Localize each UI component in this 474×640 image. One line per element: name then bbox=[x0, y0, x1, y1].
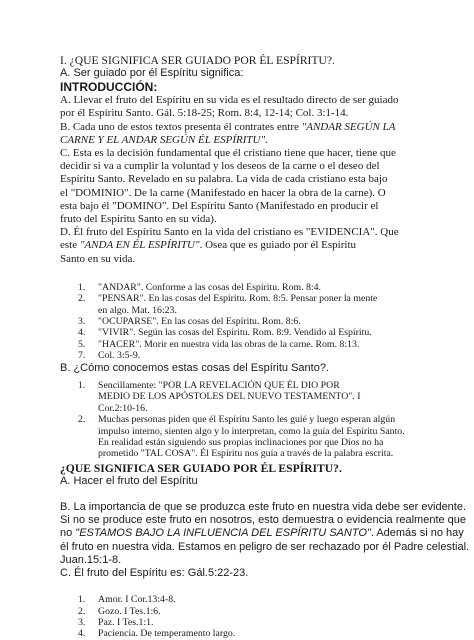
list-item: 1. Sencillamente: "POR LA REVELACIÓN QUE ÉL DIO POR MEDIO DE LOS APÓSTOLES DEL NUEVO TESTAMENTO". I Cor.2:10-16. bbox=[78, 379, 361, 414]
section-title-2: ¿QUE SIGNIFICA SER GUIADO POR ÉL ESPÍRITU?. bbox=[60, 461, 342, 475]
para-b2-pre: no bbox=[60, 527, 76, 540]
intro-heading: INTRODUCCIÓN: bbox=[60, 80, 158, 95]
para-b2-line-4: él fruto en nuestra vida. Estamos en peligro de ser rechazado por él Padre celestial. bbox=[60, 540, 470, 553]
list-item: 4. "VIVIR". Según las cosas del Espíritu. Rom. 8:9. Vendido al Espíritu. bbox=[78, 327, 372, 339]
para-c-line-2: decidir si va a cumplir la voluntad y los deseos de la carne o el deseo del bbox=[60, 160, 380, 173]
list-fruit bbox=[78, 594, 428, 640]
list-item: 2. Muchas personas piden que él Espíritu Santo les guié y luego esperan algún impulso interno, sienten algo y lo interpretan, como la guía del Espíritu Santo. En realidad están siguiendo sus propias inclinaciones por que Dios no ha prometido "TAL COSA". Él Espíritu nos guía a través de la palabra escrita. bbox=[78, 414, 405, 460]
para-a-line-2: por él Espíritu Santo. Gál. 5:18-25; Rom. 8:4, 12-14; Col. 3:1-14. bbox=[60, 107, 349, 120]
question-b: B. ¿Cómo conocemos estas cosas del Espíritu Santo?. bbox=[60, 361, 330, 374]
para-d-line-3: Santo en su vida. bbox=[60, 252, 136, 265]
para-b2-line-3 bbox=[60, 527, 464, 540]
para-b-text: B. Cada uno de estos textos presenta él contrates entre bbox=[60, 120, 302, 133]
para-c-line-5: esta bajo él "DOMINO". Del Espíritu Santo (Manifestado en producir el bbox=[60, 199, 379, 212]
para-b2-post: . Además si no hay bbox=[370, 527, 464, 540]
list-item: 7. Col. 3:5-9. bbox=[78, 350, 141, 362]
subheading-a: A. Ser guiado por él Espíritu significa: bbox=[60, 67, 244, 79]
para-b-end: . bbox=[265, 133, 268, 146]
list-item: 2. Gozo. I Tes.1:6. bbox=[78, 605, 161, 617]
para-c-line-1: C. Esta es la decisión fundamental que él cristiano tiene que hacer, tiene que bbox=[60, 147, 396, 160]
para-b2-line-1: B. La importancia de que se produzca este fruto en nuestra vida debe ser evidente. bbox=[60, 500, 467, 513]
list-item: 3. "OCUPARSE". En las cosas del Espíritu. Rom. 8:6. bbox=[78, 316, 301, 328]
para-d-line-2 bbox=[60, 239, 428, 252]
document-page bbox=[60, 54, 470, 640]
list-item: 3. Paz. I Tes.1:1. bbox=[78, 616, 154, 628]
para-b-line-1 bbox=[60, 121, 428, 134]
para-c-line-6: fruto del Espíritu Santo en su vida). bbox=[60, 213, 217, 226]
para-b-line-2 bbox=[60, 134, 428, 147]
section-title-1: I. ¿QUE SIGNIFICA SER GUIADO POR ÉL ESPÍRITU?. bbox=[60, 54, 335, 67]
para-d-emphasis: "ANDA EN ÉL ESPÍRITU" bbox=[79, 239, 200, 252]
para-d-line-1: D. Él fruto del Espíritu Santo en la vida del cristiano es "EVIDENCIA". Que bbox=[60, 226, 399, 239]
para-a-line-1: A. Llevar el fruto del Espíritu en su vida es el resultado directo de ser guiado bbox=[60, 94, 399, 107]
para-b2-line-2: Si no se produce este fruto en nosotros, esto demuestra o evidencia realmente que bbox=[60, 514, 467, 527]
list-item: 1. "ANDAR". Conforme a las cosas del Espíritu. Rom. 8:4. bbox=[78, 281, 321, 293]
list-item: 1. Amor. I Cor.13:4-8. bbox=[78, 594, 176, 606]
list-item: 5. "HACER". Morir en nuestra vida las obras de la carne. Rom. 8:13. bbox=[78, 338, 360, 350]
subheading-a2: A. Hacer el fruto del Espíritu bbox=[60, 474, 198, 487]
list-revelation bbox=[78, 380, 428, 460]
para-d-post: . Osea que es guiado por él Espíritu bbox=[199, 239, 357, 252]
para-d-pre: este bbox=[60, 239, 80, 252]
para-b2-emphasis: "ESTAMOS BAJO LA INFLUENCIA DEL ESPÍRITU SANTO" bbox=[75, 527, 371, 540]
list-item: 2. "PENSAR". En las cosas del Espíritu. Rom. 8:5. Pensar poner la mente en algo. Mat. 16:23. bbox=[78, 293, 378, 316]
para-b2-line-5: Juan.15:1-8. bbox=[60, 553, 122, 566]
para-c2: C. Él fruto del Espíritu es: Gál.5:22-23. bbox=[60, 566, 249, 579]
list-item: 4. Paciencia. De temperamento largo. bbox=[78, 628, 236, 640]
para-b-emphasis-1: "ANDAR SEGÚN LA bbox=[301, 120, 396, 133]
list-evidence bbox=[78, 282, 428, 362]
para-b-emphasis-2: CARNE Y EL ANDAR SEGÚN ÉL ESPÍRITU" bbox=[60, 133, 266, 146]
para-c-line-3: Espíritu Santo. Revelado en su palabra. La vida de cada cristiano esta bajo bbox=[60, 173, 388, 186]
para-c-line-4: el "DOMINIO". De la carne (Manifestado en hacer la obra de la carne). O bbox=[60, 186, 386, 199]
